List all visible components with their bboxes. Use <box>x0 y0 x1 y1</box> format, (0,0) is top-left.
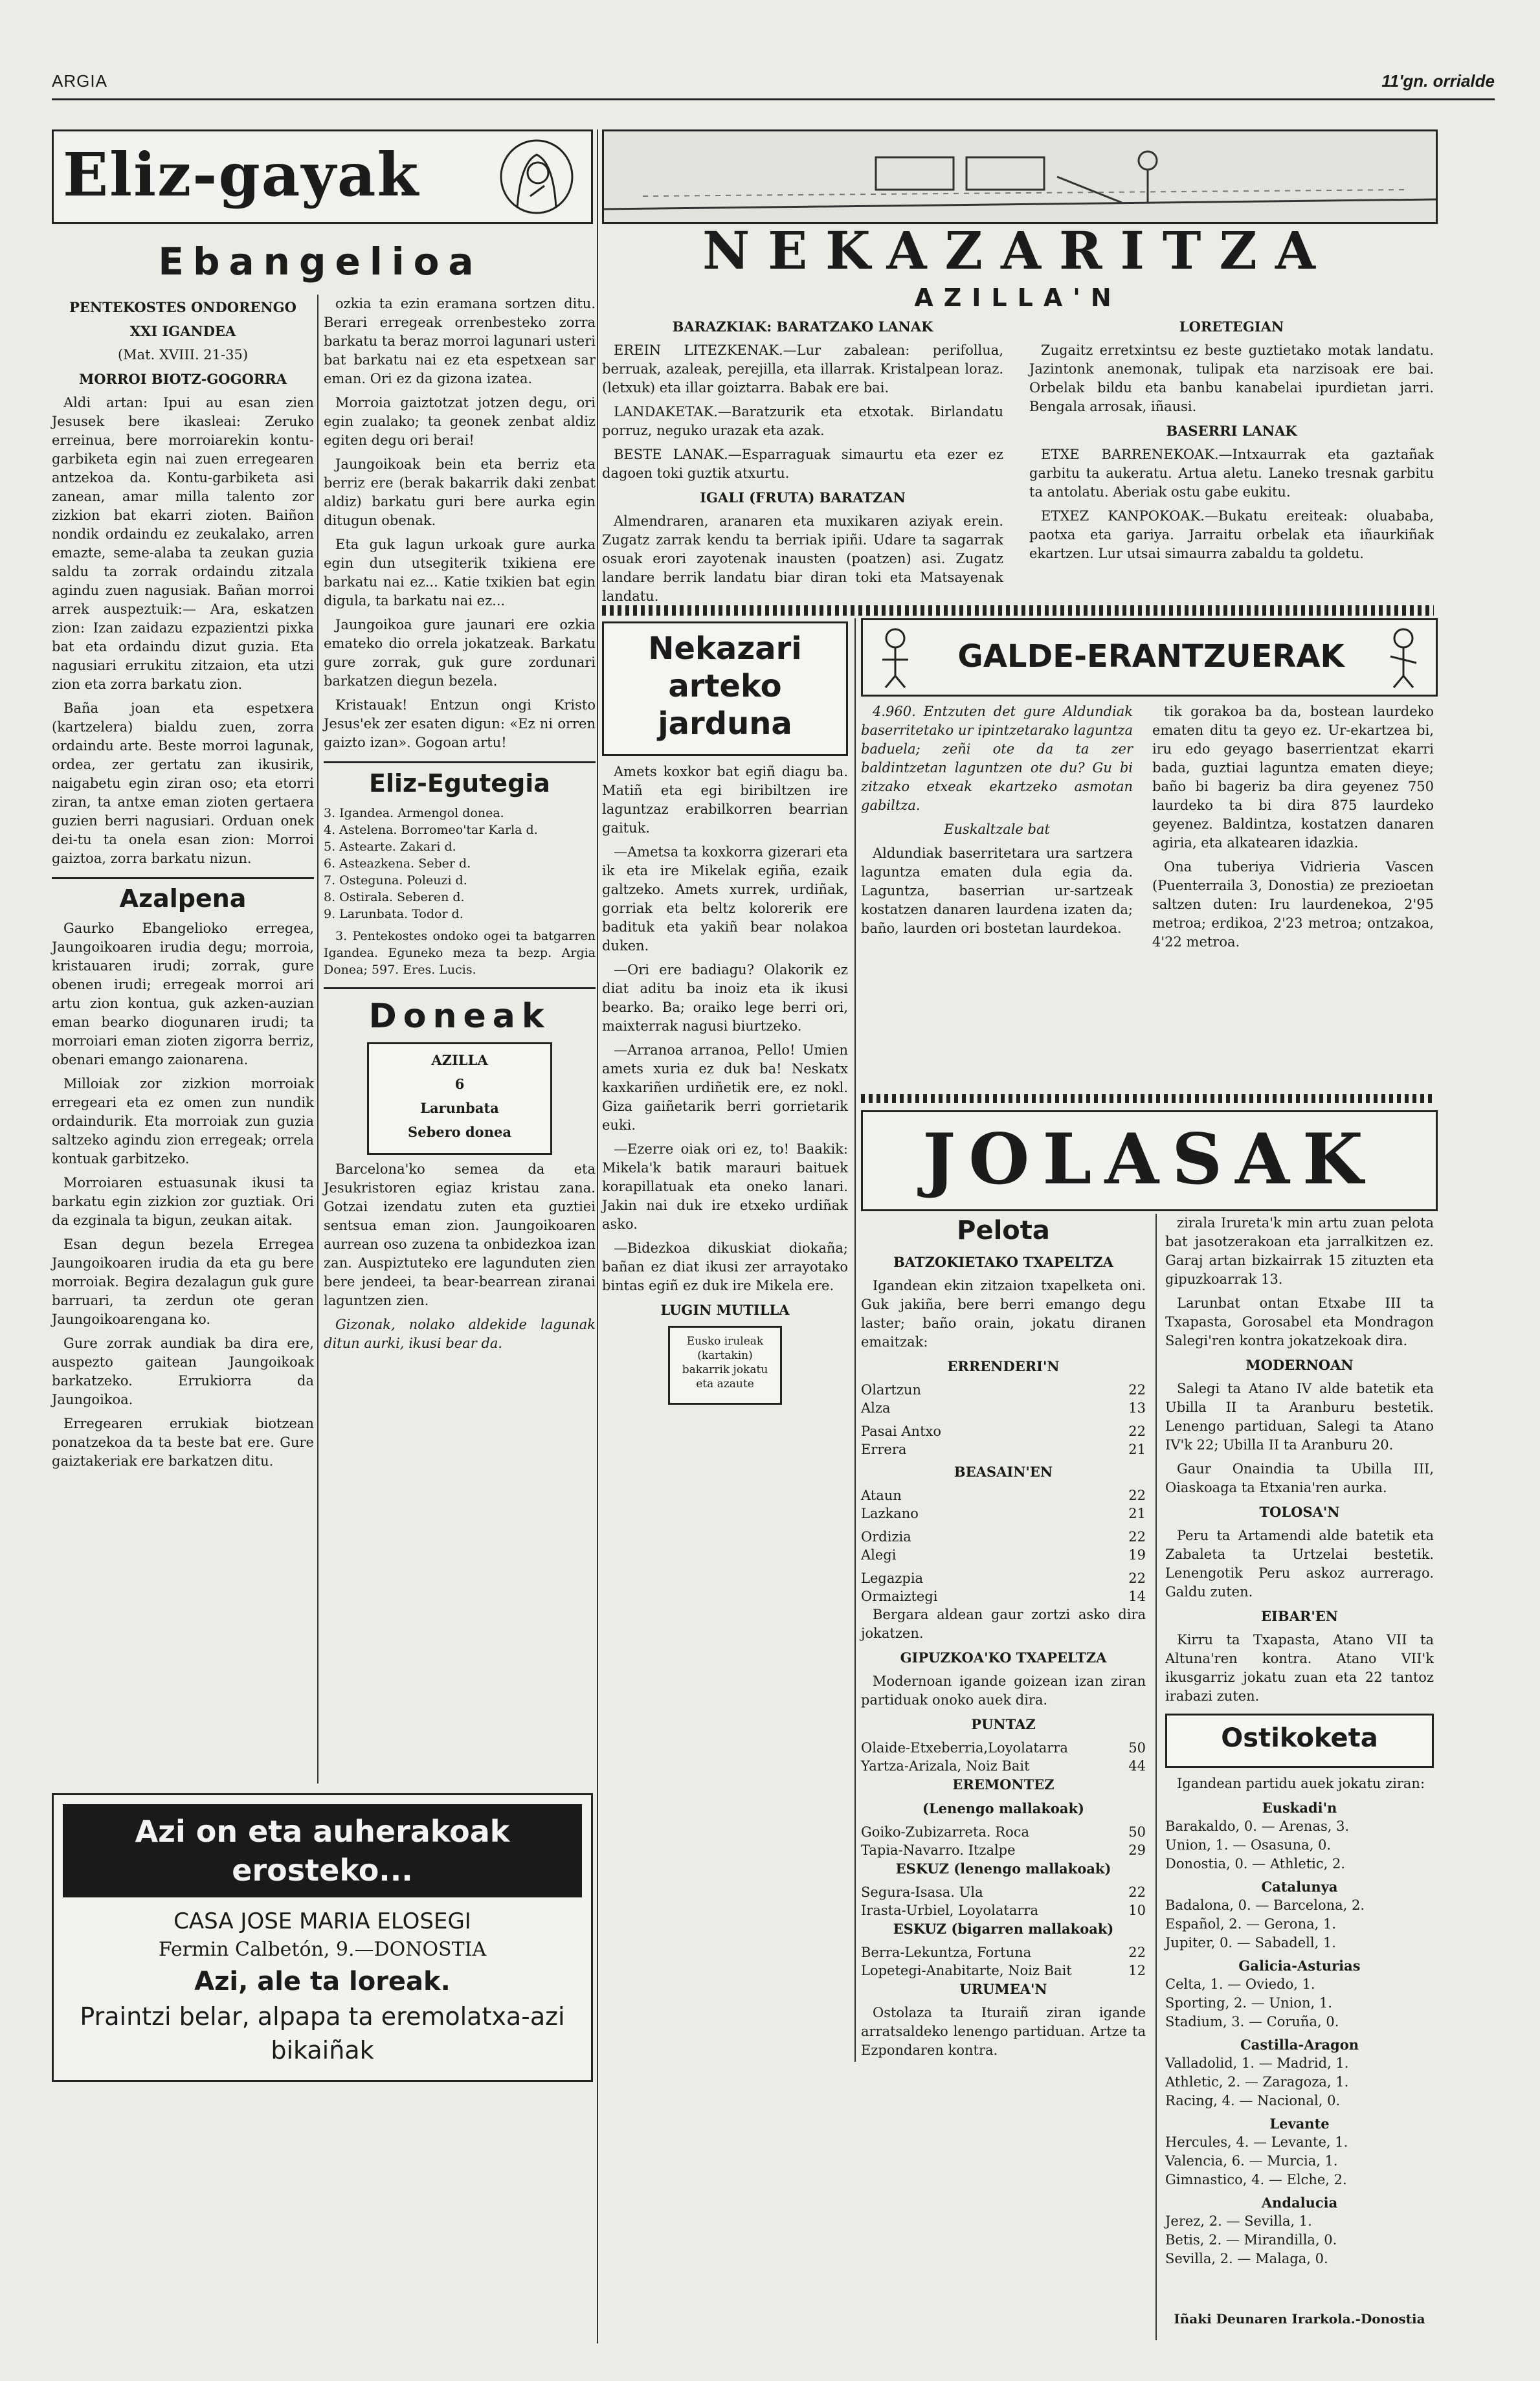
league-heading: Galicia-Asturias <box>1238 1958 1361 1974</box>
score: 19 <box>1128 1547 1146 1563</box>
advert-line: Praintzi belar, alpapa ta eremolatxa-azi bikaiñak <box>80 2002 565 2064</box>
praying-figure-icon <box>491 137 582 216</box>
score: 21 <box>1128 1506 1146 1521</box>
result-row <box>861 1823 1146 1841</box>
gospel-column <box>52 298 314 1469</box>
nekazari-title-box <box>602 621 848 756</box>
seed-advert <box>52 1793 593 2082</box>
gospel-paragraph: Aldi artan: Ipui au esan zien Jesusek bere ikasleai: Zeruko erreinua, bere morroiarekin kontu-garbiketa egin nai zuen erregearen antzekoa da. Kontu-garbiketa asi zanean, amar milla talento zor zizkion bat ekarri zioten. Baiñon nondik ordaindu ez zeukalako, arren emazte, seme-alaba ta zeukan guzia saldu ta zorrak ordaindu zitzala agindu zuen nagusiak. Bañan morroi arrek auspeztuik:— Ara, eskatzen zion: Izan zaidazu ezpazientzi pixka bat eta ordaindu dizut guzia. Eta nagusiari errukitu zitzaion, eta utzi zion eta zorra barkatu zion. <box>52 395 314 692</box>
match-result: Español, 2. — Gerona, 1. <box>1165 1916 1337 1932</box>
sports-paragraph: zirala Irureta'k min artu zuan pelota bat jasotzerakoan eta jarralkitzen ez. Garaj artan bizkairrak 15 zituzten eta gipuzkoarrak 13. <box>1165 1215 1434 1287</box>
result-row <box>861 1399 1146 1417</box>
match-result: Celta, 1. — Oviedo, 1. <box>1165 1976 1315 1992</box>
result-row <box>861 1841 1146 1859</box>
gospel-paragraph: Erregearen errukiak biotzean ponatzekoa da ta beste bat ere. Gure gaiztakeriak ere barkatzen ditu. <box>52 1416 314 1469</box>
result-row <box>861 1528 1146 1546</box>
result-row <box>861 1962 1146 1980</box>
championship-heading: BATZOKIETAKO TXAPELTZA <box>893 1254 1113 1270</box>
sports-paragraph: Bergara aldean gaur zortzi asko dira jokatzen. <box>861 1607 1146 1641</box>
match-result: Hercules, 4. — Levante, 1. <box>1165 2134 1348 2150</box>
nekazari-title: Nekazari arteko jarduna <box>648 631 802 742</box>
gospel-paragraph: Morroiaren estuasunak ikusi ta barkatu egin zizkion zor guztiak. Ori da ezginala ta bigun, zeukan aitak. <box>52 1175 314 1228</box>
calendar-entry: 6. Asteazkena. Seber d. <box>324 856 471 871</box>
saint-name: Sebero donea <box>408 1124 511 1140</box>
nek-paragraph: LANDAKETAK.—Baratzurik eta etxotak. Birlandatu porruz, neguko urazak eta azak. <box>602 404 1003 438</box>
nekazaritza-title: NEKAZARITZA <box>702 220 1334 281</box>
team-name: Ordizia <box>861 1529 911 1545</box>
result-row <box>861 1739 1146 1757</box>
match-result: Valencia, 6. — Murcia, 1. <box>1165 2153 1338 2169</box>
calendar-list <box>324 805 596 922</box>
nek-left <box>602 317 1003 604</box>
sports-paragraph: Peru ta Artamendi alde batetik eta Zabaleta ta Urtzelai bestetik. Lenengotik Peru askoz aurrerago. Galdu zuten. <box>1165 1528 1434 1600</box>
nek-paragraph: ETXE BARRENEKOAK.—Intxaurrak eta gaztañak garbitu ta aukeratu. Artua aletu. Laneko tresnak garbitu ta antolatu. Aberiak ostu gabe eukitu. <box>1029 447 1434 500</box>
galde-banner <box>861 618 1438 697</box>
nek-paragraph: Almendraren, aranaren eta muxikaren aziyak erein. Zugatz zarrak kendu ta berriak ipiñi. Udare ta sagarrak osuak erori zayotenak inausten (poatzen) asi. Zugatz landare berrik landatu biar diran toki eta Matsayenak landatu. <box>602 513 1003 604</box>
dialog-paragraph: —Bidezkoa dikuskiat diokaña; bañan ez diat ikusi zer arrayotako bintas egiñ ez duk ire Mikela ere. <box>602 1240 848 1293</box>
result-row <box>861 1901 1146 1919</box>
gospel-sub3: (Mat. XVIII. 21-35) <box>117 347 249 363</box>
league-heading: Levante <box>1269 2116 1330 2132</box>
gospel-paragraph: Milloiak zor zizkion morroiak erregeari eta ez omen zun nundik ordaindurik. Eta morroiak zun guzia saltzeko agindu zion erregeak; orrela kontuak garbitzeko. <box>52 1076 314 1167</box>
sports-paragraph: Modernoan igande goizean izan ziran partiduak onoko auek dira. <box>861 1673 1146 1708</box>
match-result: Jupiter, 0. — Sabadell, 1. <box>1165 1935 1336 1951</box>
gospel-paragraph: Baña joan eta espetxera (kartzelera) bialdu zuen, zorra ordaindu arte. Beste morroi lagunak, ordea, zer gertatu zan ikusirik, naigabetu egin ziran oso; eta etorri ziran, ta antxe eman zioten gertaera guzien berri nagusiari. Orduan onek dei-tu ta onela esan zion: Morroi gaiztoa, zorra barkatu nizun. <box>52 700 314 866</box>
nek-heading: BASERRI LANAK <box>1166 423 1297 439</box>
column-rule <box>597 129 598 2343</box>
galde-title: GALDE-ERANTZUERAK <box>957 638 1345 675</box>
answer-figure-icon <box>1378 624 1429 689</box>
match-result: Sevilla, 2. — Malaga, 0. <box>1165 2251 1328 2266</box>
question-figure-icon <box>869 624 921 689</box>
match-result: Athletic, 2. — Zaragoza, 1. <box>1165 2074 1349 2090</box>
saint-month: AZILLA <box>431 1052 488 1068</box>
column-rule <box>317 295 318 1783</box>
discipline-heading: EREMONTEZ <box>952 1776 1055 1793</box>
team-name: Irasta-Urbiel, Loyolatarra <box>861 1903 1038 1918</box>
score: 44 <box>1128 1758 1146 1774</box>
azalpena-heading: Azalpena <box>119 884 247 913</box>
calendar-entry: 5. Astearte. Zakari d. <box>324 840 456 854</box>
doneak-heading: Doneak <box>368 997 551 1036</box>
sports-paragraph: Larunbat ontan Etxabe III ta Txapasta, Gorosabel eta Mondragon Salegi'ren kontra jokatzekoak dira. <box>1165 1295 1434 1348</box>
result-row <box>861 1587 1146 1605</box>
galde-right <box>1152 702 1434 1084</box>
match-result: Badalona, 0. — Barcelona, 2. <box>1165 1897 1365 1913</box>
dialog-paragraph: —Ori ere badiagu? Olakorik ez diat aditu ba inoiz eta ik ikusi bearko. Ba; oraiko lege berri ori, maixterrak nagusi biurtzeko. <box>602 962 848 1034</box>
calendar-entry: 9. Larunbata. Todor d. <box>324 907 463 921</box>
team-name: Tapia-Navarro. Itzalpe <box>861 1842 1016 1858</box>
ebangelioa-heading: Ebangelioa <box>158 240 483 284</box>
discipline-heading: PUNTAZ <box>971 1716 1036 1732</box>
result-row <box>861 1486 1146 1504</box>
match-result: Stadium, 3. — Coruña, 0. <box>1165 2014 1339 2029</box>
eliz-title: Eliz-gayak <box>63 140 420 210</box>
gospel-paragraph: Esan degun bezela Erregea Jaungoikoaren irudia da eta gu bere morroiak. Begira dezalagun guk gure barruari, ta zerdun ote geran Jaungoikoarengana ko. <box>52 1236 314 1327</box>
gospel-sub1: PENTEKOSTES ONDORENGO <box>69 299 296 315</box>
result-row <box>861 1504 1146 1523</box>
match-result: Gimnastico, 4. — Elche, 2. <box>1165 2172 1347 2187</box>
match-result: Sporting, 2. — Union, 1. <box>1165 1995 1332 2011</box>
result-row <box>861 1422 1146 1440</box>
score: 22 <box>1128 1529 1146 1545</box>
result-row <box>861 1440 1146 1459</box>
ribbon-text: Eusko iruleak (kartakin) bakarrik jokatu eta azaute <box>682 1335 768 1391</box>
question-signature: Euskaltzale bat <box>944 822 1050 837</box>
nekazari-column <box>602 621 848 2059</box>
team-name: Ataun <box>861 1488 902 1503</box>
team-name: Pasai Antxo <box>861 1424 942 1439</box>
result-row <box>861 1757 1146 1775</box>
gospel-sub2: XXI IGANDEA <box>129 323 236 339</box>
column-two <box>324 295 596 1771</box>
team-name: Errera <box>861 1442 907 1457</box>
signature: LUGIN MUTILLA <box>660 1302 790 1318</box>
team-name: Ormaiztegi <box>861 1589 938 1604</box>
nek-paragraph: EREIN LITEZKENAK.—Lur zabalean: perifollua, berruak, azaleak, perejilla, eta illarrak. Kristalpean loraz. (letxuk) eta illar goiztarra. Babak ere bai. <box>602 342 1003 396</box>
result-group <box>861 1883 1146 1919</box>
result-group <box>861 1528 1146 1564</box>
printer-credit: Iñaki Deunaren Irarkola.-Donostia <box>1174 2311 1425 2327</box>
team-name: Segura-Isasa. Ula <box>861 1884 983 1900</box>
advert-headline: Azi on eta auherakoak erosteko... <box>63 1804 582 1897</box>
team-name: Lopetegi-Anabitarte, Noiz Bait <box>861 1963 1072 1978</box>
gospel-sub4: MORROI BIOTZ-GOGORRA <box>78 371 287 387</box>
league-heading: Castilla-Aragon <box>1240 2037 1359 2053</box>
jolasak-banner <box>861 1110 1438 1211</box>
match-result: Jerez, 2. — Sevilla, 1. <box>1165 2213 1312 2229</box>
discipline-heading: ESKUZ (lenengo mallakoak) <box>895 1861 1111 1877</box>
saint-box <box>367 1042 552 1155</box>
team-name: Alza <box>861 1400 891 1416</box>
team-name: Goiko-Zubizarreta. Roca <box>861 1824 1030 1840</box>
sports-paragraph: Igandean ekin zitzaion txapelketa oni. Guk jakiña, bere berri emango degu laster; baño orain, jokatu diranen emaitzak: <box>861 1278 1146 1350</box>
farming-illustration <box>602 129 1438 224</box>
match-result: Racing, 4. — Nacional, 0. <box>1165 2093 1341 2108</box>
calendar-heading: Eliz-Egutegia <box>369 769 550 798</box>
gospel-paragraph: Gaurko Ebangelioko erregea, Jaungoikoaren irudia degu; morroia, kristauaren irudi; zorrak, gure obenen irudi; erregeak morroi ari artu zion kontua, guk azken-auzian eman bearko diogunaren irudi; ta morroiari eman zioten zigorra berriz, obenari emango zaionarena. <box>52 921 314 1068</box>
gospel-paragraph: Kristauak! Entzun ongi Kristo Jesus'ek zer esaten digun: «Ez ni orren gaizto izan». Gogoan artu! <box>324 697 596 750</box>
running-header <box>52 65 1495 97</box>
championship-heading: GIPUZKOA'KO TXAPELTZA <box>900 1649 1107 1666</box>
gospel-paragraph: Jaungoikoak bein eta berriz eta berriz ere (berak bakarrik daki zenbat aldiz) barkatu guri bere aurka egin ditugun obenak. <box>324 456 596 528</box>
dialog-paragraph: —Ezerre oiak ori ez, to! Baakik: Mikela'k batik marauri baituek korapillatuak eta oneko lanari. Jakin nai duk ire etxeko urdiñak asko. <box>602 1141 848 1232</box>
result-row <box>861 1943 1146 1962</box>
column-rule <box>1155 1214 1157 2340</box>
score: 10 <box>1128 1903 1146 1918</box>
eliz-banner <box>52 129 593 224</box>
team-name: Olaide-Etxeberria,Loyolatarra <box>861 1740 1068 1756</box>
score: 13 <box>1128 1400 1146 1416</box>
nek-heading: IGALI (FRUTA) BARATZAN <box>700 489 906 506</box>
result-group <box>861 1486 1146 1523</box>
sports-left <box>861 1214 1146 2340</box>
plough-scene-icon <box>604 131 1436 222</box>
decorative-rule <box>861 1094 1434 1103</box>
result-group <box>861 1943 1146 1980</box>
advert-address: Fermin Calbetón, 9.—DONOSTIA <box>158 1938 487 1961</box>
result-group <box>861 1422 1146 1459</box>
gospel-paragraph: Gure zorrak aundiak ba dira ere, auspezto gaitean Jaungoikoak barkatzeko. Errukiorra da Jaungoikoa. <box>52 1336 314 1407</box>
calendar-entry: 7. Osteguna. Poleuzi d. <box>324 873 467 888</box>
result-group <box>861 1569 1146 1605</box>
sports-paragraph: Igandean partidu auek jokatu ziran: <box>1177 1776 1425 1791</box>
result-row <box>861 1883 1146 1901</box>
score: 22 <box>1128 1382 1146 1398</box>
divider <box>324 761 596 763</box>
gospel-paragraph: Eta guk lagun urkoak gure aurka egin dun utsegiterik txikiena ere barkatu nai ez... Katie txikien bat egin digula, ta barkatu nai ez... <box>324 537 596 609</box>
sports-paragraph: Gaur Onaindia ta Ubilla III, Oiaskoaga ta Etxania'ren aurka. <box>1165 1461 1434 1495</box>
nek-heading: BARAZKIAK: BARATZAKO LANAK <box>672 319 933 335</box>
nek-heading: LORETEGIAN <box>1179 319 1284 335</box>
gospel-paragraph: Jaungoikoa gure jaunari ere ozkia emateko dio orrela jokatzeak. Barkatu gure zorrak, guk gure zordunari barkatzen diegun bezela. <box>324 617 596 689</box>
league-results <box>1165 1798 1434 2268</box>
venue-heading: MODERNOAN <box>1245 1357 1354 1373</box>
answer-text: Aldundiak baserritetara ura sartzera laguntza ematen dula egia da. Laguntza, baserrian ur-sartzeak kostatzen danaren laurdena izaten da; baño, laurden ori bostetan laurdekoa. <box>861 845 1133 936</box>
score: 22 <box>1128 1945 1146 1960</box>
answer-text: Ona tuberiya Vidrieria Vascen (Puenterraila 3, Donostia) ze prezioetan saltzen duten: Iru laurdenekoa, 2'95 metroa; erdikoa, 2'23 metroa; ontzakoa, 4'22 metroa. <box>1152 859 1434 950</box>
column-rule <box>854 618 856 2062</box>
sports-paragraph: Salegi ta Atano IV alde batetik eta Ubilla II ta Aranburu bestetik. Lenengo partiduan, Salegi ta Atano IV'k 22; Ubilla II ta Aranburu 20. <box>1165 1381 1434 1453</box>
team-name: Olartzun <box>861 1382 922 1398</box>
divider <box>52 877 314 879</box>
ostikoketa-heading: Ostikoketa <box>1221 1723 1378 1753</box>
score: 14 <box>1128 1589 1146 1604</box>
team-name: Berra-Lekuntza, Fortuna <box>861 1945 1032 1960</box>
team-name: Legazpia <box>861 1571 924 1586</box>
venue-heading: URUMEA'N <box>959 1981 1047 1997</box>
saint-day: 6 <box>454 1076 465 1092</box>
score: 22 <box>1128 1424 1146 1439</box>
advert-company: CASA JOSE MARIA ELOSEGI <box>173 1908 471 1934</box>
galde-left <box>861 702 1133 1084</box>
sports-paragraph: Kirru ta Txapasta, Atano VII ta Altuna'ren kontra. Atano VII'k ikusgarriz jokatu zuan eta 22 tantoz irabazi zuten. <box>1165 1632 1434 1704</box>
league-heading: Catalunya <box>1261 1879 1338 1895</box>
result-row <box>861 1381 1146 1399</box>
nek-paragraph: BESTE LANAK.—Esparraguak simaurtu eta ezer ez dagoen toki guztik atxurtu. <box>602 447 1003 481</box>
saint-weekday: Larunbata <box>420 1100 499 1116</box>
calendar-note: 3. Pentekostes ondoko ogei ta batgarren Igandea. Eguneko meza ta bezp. Argia Donea; 597. Eres. Lucis. <box>324 929 596 977</box>
dialog-paragraph: —Arranoa arranoa, Pello! Umien amets xuria ez duk ba! Neskatx kaxkariñen urdiñetik ere, ez nokl. Giza gaiñetarik berri gorrietarik euki. <box>602 1042 848 1133</box>
team-name: Alegi <box>861 1547 897 1563</box>
score: 22 <box>1128 1488 1146 1503</box>
score: 22 <box>1128 1571 1146 1586</box>
level-heading: (Lenengo mallakoak) <box>922 1800 1084 1816</box>
saint-paragraph: Gizonak, nolako aldekide lagunak ditun aurki, ikusi bear da. <box>324 1317 596 1351</box>
result-group <box>861 1823 1146 1859</box>
venue-heading: TOLOSA'N <box>1259 1504 1340 1520</box>
decorative-rule <box>602 605 1434 616</box>
gospel-paragraph: Morroia gaiztotzat jotzen degu, ori egin zualako; ta geonek zenbat aldiz egiten degu ori berai! <box>324 395 596 448</box>
discipline-heading: ESKUZ (bigarren mallakoak) <box>893 1921 1114 1937</box>
result-row <box>861 1546 1146 1564</box>
result-group <box>861 1739 1146 1775</box>
dialog-paragraph: —Ametsa ta koxkorra gizerari eta ik eta ire Mikelak egiña, ezaik galtzeko. Amets xurrek, urdiñak, gorriak eta beltz kolorerik ere badituk eta yakiñ bear nolakoa duken. <box>602 844 848 954</box>
venue-heading: EIBAR'EN <box>1261 1608 1338 1624</box>
score: 29 <box>1128 1842 1146 1858</box>
sports-paragraph: Ostolaza ta Ituraiñ ziran igande arratsaldeko lenengo partiduan. Artze ta Ezpondaren kontra. <box>861 2005 1146 2058</box>
result-group <box>861 1381 1146 1417</box>
header-right: 11'gn. orrialde <box>1381 71 1495 91</box>
match-result: Barakaldo, 0. — Arenas, 3. <box>1165 1818 1350 1834</box>
header-rule <box>52 98 1495 100</box>
dialog-paragraph: Amets koxkor bat egiñ diagu ba. Matiñ eta egi biribiltzen ire laguntzaz erabilkorren bearrian gaituk. <box>602 764 848 836</box>
advert-line: Azi, ale ta loreak. <box>194 1967 451 1996</box>
answer-text: tik gorakoa ba da, bostean laurdeko ematen ditu ta geyo ez. Ur-ekartzea bi, iru edo geyago baserrientzat ekarri bada, guztiai laguntza ematen dieye; baño bi bageriz ba dira geyenez 750 laurdeko ta bi dira 875 laurdeko geyenez. Baldintza, kostatzen danaren agiria, eta alkatearen idazkia. <box>1152 704 1434 851</box>
match-result: Betis, 2. — Mirandilla, 0. <box>1165 2232 1337 2248</box>
nek-paragraph: ETXEZ KANPOKOAK.—Bukatu ereiteak: oluababa, paotxa eta gariya. Jarraitu orbelak eta iñaurkiñak ekartzen. Lur utsai simaurra zabaldu ta goldetu. <box>1029 508 1434 561</box>
league-heading: Andalucia <box>1261 2195 1338 2211</box>
score: 50 <box>1128 1824 1146 1840</box>
match-result: Valladolid, 1. — Madrid, 1. <box>1165 2055 1349 2071</box>
divider <box>324 987 596 989</box>
header-left: ARGIA <box>52 71 107 91</box>
match-result: Donostia, 0. — Athletic, 2. <box>1165 1856 1346 1872</box>
calendar-entry: 3. Igandea. Armengol donea. <box>324 806 504 820</box>
score: 12 <box>1128 1963 1146 1978</box>
ribbon-box <box>668 1326 782 1405</box>
match-result: Union, 1. — Osasuna, 0. <box>1165 1837 1332 1853</box>
nek-paragraph: Zugaitz erretxintsu ez beste guztietako motak landatu. Jazintonk anemonak, tulipak eta narzisoak ere bai. Orbelak bildu eta banbu kanabelai ipurdietan jarri. Bengala arrosak, iñausi. <box>1029 342 1434 414</box>
question-text: 4.960. Entzuten det gure Aldundiak baserritetako ur ipintzetarako laguntza baduela; zeñi ote da ta zer baldintzetan laguntzen ote du? Gu bi zitzako etxeak ekartzeko asmotan gabiltza. <box>861 704 1133 813</box>
sports-right <box>1165 1214 1434 2288</box>
jolasak-title: JOLASAK <box>922 1119 1376 1200</box>
result-row <box>861 1569 1146 1587</box>
league-heading: Euskadi'n <box>1262 1800 1337 1816</box>
score: 22 <box>1128 1884 1146 1900</box>
venue-heading: BEASAIN'EN <box>954 1464 1053 1480</box>
nek-right <box>1029 317 1434 596</box>
score: 50 <box>1128 1740 1146 1756</box>
team-name: Yartza-Arizala, Noiz Bait <box>861 1758 1030 1774</box>
team-name: Lazkano <box>861 1506 919 1521</box>
saint-paragraph: Barcelona'ko semea da eta Jesukristoren egiaz kristau zana. Gotzai izendatu zuten eta guztiei sentsua eman zion. Jaungoikoaren aurrean oso zuzena ta onbidezkoa izan zan. Auspiztuteko ere lagunduten zien bere jendeei, ta bear-bearrean ziranai laguntzen zien. <box>324 1161 596 1308</box>
calendar-entry: 4. Astelena. Borromeo'tar Karla d. <box>324 823 538 837</box>
nekazaritza-subtitle: AZILLA'N <box>914 284 1122 312</box>
score: 21 <box>1128 1442 1146 1457</box>
venue-heading: ERRENDERI'N <box>947 1358 1060 1374</box>
calendar-entry: 8. Ostirala. Seberen d. <box>324 890 465 904</box>
ostikoketa-box <box>1165 1714 1434 1768</box>
pelota-heading: Pelota <box>957 1216 1050 1246</box>
gospel-paragraph: ozkia ta ezin eramana sortzen ditu. Berari erregeak orrenbesteko zorra barkatu ta beraz morroi lagunari usteri bat barkatu nai ez eta espetxean sar eman. Ori ez da gizona izatea. <box>324 296 596 386</box>
